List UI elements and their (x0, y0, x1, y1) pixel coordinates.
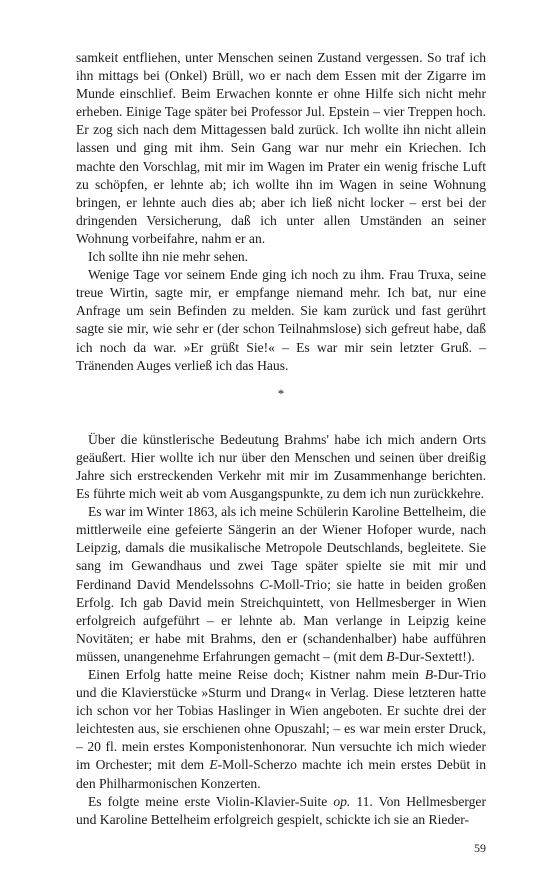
italic-run: E (209, 757, 218, 773)
text-run: -Moll-Scherzo machte ich mein erstes Debüt in den Philharmonischen Konzerten. (76, 757, 486, 791)
text-run: 11. Von Hellmesberger und Karoline Bettelheim erfolgreich gespielt, schickte ich sie an Rieder- (76, 793, 486, 827)
italic-run: B (386, 648, 395, 664)
paragraph: Ich sollte ihn nie mehr sehen. (88, 249, 249, 265)
text-run: -Dur-Trio und die Klavierstücke »Sturm und Drang« in Verlag. Diese letzteren hatte ich schon vor her Tobias Haslinger in Wien angeboten. Er suchte drei der leichtesten aus, sie erschienen ohne Opuszahl; – es war mein erster Druck, – 20 fl. mein erstes Komponistenhonorar. Nun versuchte ich mich wieder im Orchester; mit dem (76, 667, 486, 773)
paragraph (76, 666, 486, 793)
paragraph (76, 793, 486, 829)
paragraph: Wenige Tage vor seinem Ende ging ich noch zu ihm. Frau Truxa, seine treue Wirtin, sagte mir, er empfange niemand mehr. Ich bat, nur eine Anfrage um sein Befinden zu melden. Sie kam zurück und fast gerührt sagte sie mir, wie sehr er (der schon Teilnahmslose) sich gefreut habe, daß ich noch da war. »Er grüßt Sie!« – Es war mir sein letzter Gruß. – Tränenden Auges verließ ich das Haus. (76, 267, 486, 373)
text-run: -Moll-Trio; sie hatte in beiden großen Erfolg. Ich gab David mein Streichquintett, von Hellmesberger in Wien erfolgreich aufgeführt – er lehnte ab. Man verlange in Leipzig keine Novitäten; er habe mit Brahms, den er (schandenhalber) habe aufführen müssen, unangenehme Erfahrungen gemacht – (mit dem (76, 576, 486, 664)
paragraph: samkeit entfliehen, unter Menschen seinen Zustand vergessen. So traf ich ihn mittags bei (Onkel) Brüll, wo er nach dem Essen mit der Zigarre im Munde einschlief. Beim Erwachen konnte er ohne Hilfe sich nicht mehr erheben. Einige Tage später bei Professor Jul. Epstein – vier Treppen hoch. Er zog sich nach dem Mittagessen bald zurück. Ich wollte ihn nicht allein lassen und ging mit ihm. Sein Gang war nur mehr ein Kriechen. Ich machte den Vorschlag, mit mir im Wagen im Prater ein wenig frische Luft zu schöpfen, er lehnte ab; ich wollte ihn im Wagen in seine Wohnung bringen, er lehnte auch dies ab; aber ich ließ nicht locker – erst bei der dringenden Versicherung, daß ich unter allen Umständen an seiner Wohnung vorbeifahre, nahm er an. (76, 50, 486, 246)
page-body (76, 49, 486, 829)
paragraph (76, 503, 486, 666)
text-run: -Dur-Sextett!). (394, 648, 475, 664)
italic-run: B (424, 667, 434, 682)
section-separator: * (277, 385, 285, 401)
text-run: Es war im Winter 1863, als ich meine Schülerin Karoline Bettelheim, die mittlerweile eine gefeierte Sängerin an der Wiener Hofoper wurde, nach Leipzig, damals die musikalische Metropole Deutschlands, begleitete. Sie sang im Gewandhaus und zwei Tage später spielte sie mit mir und Ferdinand David Mendelssohns (76, 504, 486, 592)
paragraph: Über die künstlerische Bedeutung Brahms' habe ich mich andern Orts geäußert. Hier wollte ich nur über den Menschen und seinen über dreißig Jahre sich erstreckenden Verkehr mit mir im Zusammenhange berichten. Es führte mich weit ab vom Ausgangspunkte, zu dem ich nun zurückkehre. (76, 431, 486, 502)
text-run: Es folgte meine erste Violin-Klavier-Suite (88, 793, 334, 809)
italic-run: op. (333, 793, 351, 809)
text-run: Einen Erfolg hatte meine Reise doch; Kistner nahm mein (88, 667, 425, 682)
italic-run: C (259, 576, 269, 592)
page-number: 59 (474, 841, 486, 855)
